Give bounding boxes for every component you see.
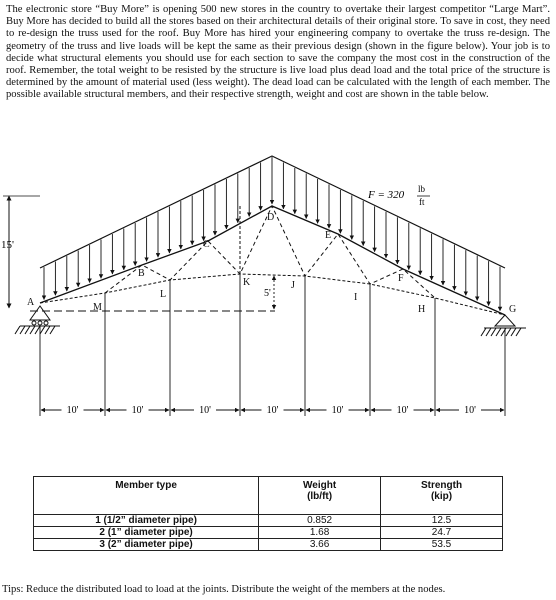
node-D: D bbox=[267, 212, 275, 223]
member-strength: 12.5 bbox=[381, 515, 503, 527]
node-K: K bbox=[243, 277, 251, 288]
node-I: I bbox=[354, 292, 358, 303]
member-weight: 1.68 bbox=[259, 527, 381, 539]
member-strength: 53.5 bbox=[381, 539, 503, 551]
span-label: 10' bbox=[396, 405, 409, 416]
header-weight: Weight (lb/ft) bbox=[259, 477, 381, 515]
node-A: A bbox=[27, 297, 35, 308]
span-label: 10' bbox=[199, 405, 211, 416]
header-member-type: Member type bbox=[34, 477, 259, 515]
pin-support-right bbox=[481, 315, 526, 336]
node-C: C bbox=[203, 239, 210, 250]
node-M: M bbox=[93, 302, 102, 313]
table-row bbox=[34, 527, 503, 539]
node-H: H bbox=[418, 304, 426, 315]
table-row bbox=[34, 539, 503, 551]
member-strength: 24.7 bbox=[381, 527, 503, 539]
tips-text: Tips: Reduce the distributed load to load at the joints. Distribute the weight of the members at the nodes. bbox=[2, 584, 446, 595]
problem-statement: The electronic store “Buy More” is opening 500 new stores in the country to overtake their largest competitor “Large Mart”. Buy More has decided to build all the stores based on their architectural details of their original store. To save in cost, they need to re-design the truss used for the roof. Buy More has hired your engineering company to overtake the truss re-design. The geometry of the truss and live loads will be kept the same as their previous design (shown in the figure below). Your job is to decide what structural elements you should use for each section to save the company the most cost in the construction of the roof. Remember, the total weight to be resisted by the structure is live load plus dead load and the total price of the structure is determined by the amount of material used (less weight). The dead load can be calculated with the length of each member. The possible available structural members, and their respective strength, weight and cost are shown in the table below. bbox=[6, 4, 550, 101]
node-G: G bbox=[509, 304, 517, 315]
member-name: 2 (1” diameter pipe) bbox=[34, 527, 259, 539]
member-table bbox=[33, 476, 503, 551]
load-unit-top: lb bbox=[418, 184, 426, 194]
member-name: 1 (1/2” diameter pipe) bbox=[34, 515, 259, 527]
node-E: E bbox=[325, 230, 332, 241]
node-L: L bbox=[160, 289, 167, 300]
rise-label: 5' bbox=[264, 288, 271, 299]
span-label: 10' bbox=[66, 405, 79, 416]
load-unit-bottom: ft bbox=[419, 197, 425, 207]
span-label: 10' bbox=[131, 405, 144, 416]
header-strength: Strength (kip) bbox=[381, 477, 503, 515]
span-label: 10' bbox=[331, 405, 344, 416]
truss-diagram bbox=[0, 148, 556, 473]
table-row bbox=[34, 515, 503, 527]
member-name: 3 (2” diameter pipe) bbox=[34, 539, 259, 551]
member-weight: 3.66 bbox=[259, 539, 381, 551]
member-weight: 0.852 bbox=[259, 515, 381, 527]
pin-support-left bbox=[15, 306, 60, 334]
node-J: J bbox=[291, 280, 295, 291]
node-F: F bbox=[398, 273, 404, 284]
height-label: 15' bbox=[1, 239, 14, 251]
column-lines bbox=[40, 274, 505, 416]
load-label: F = 320 bbox=[368, 189, 405, 201]
node-B: B bbox=[138, 268, 145, 279]
span-label: 10' bbox=[464, 405, 476, 416]
span-label: 10' bbox=[266, 405, 279, 416]
